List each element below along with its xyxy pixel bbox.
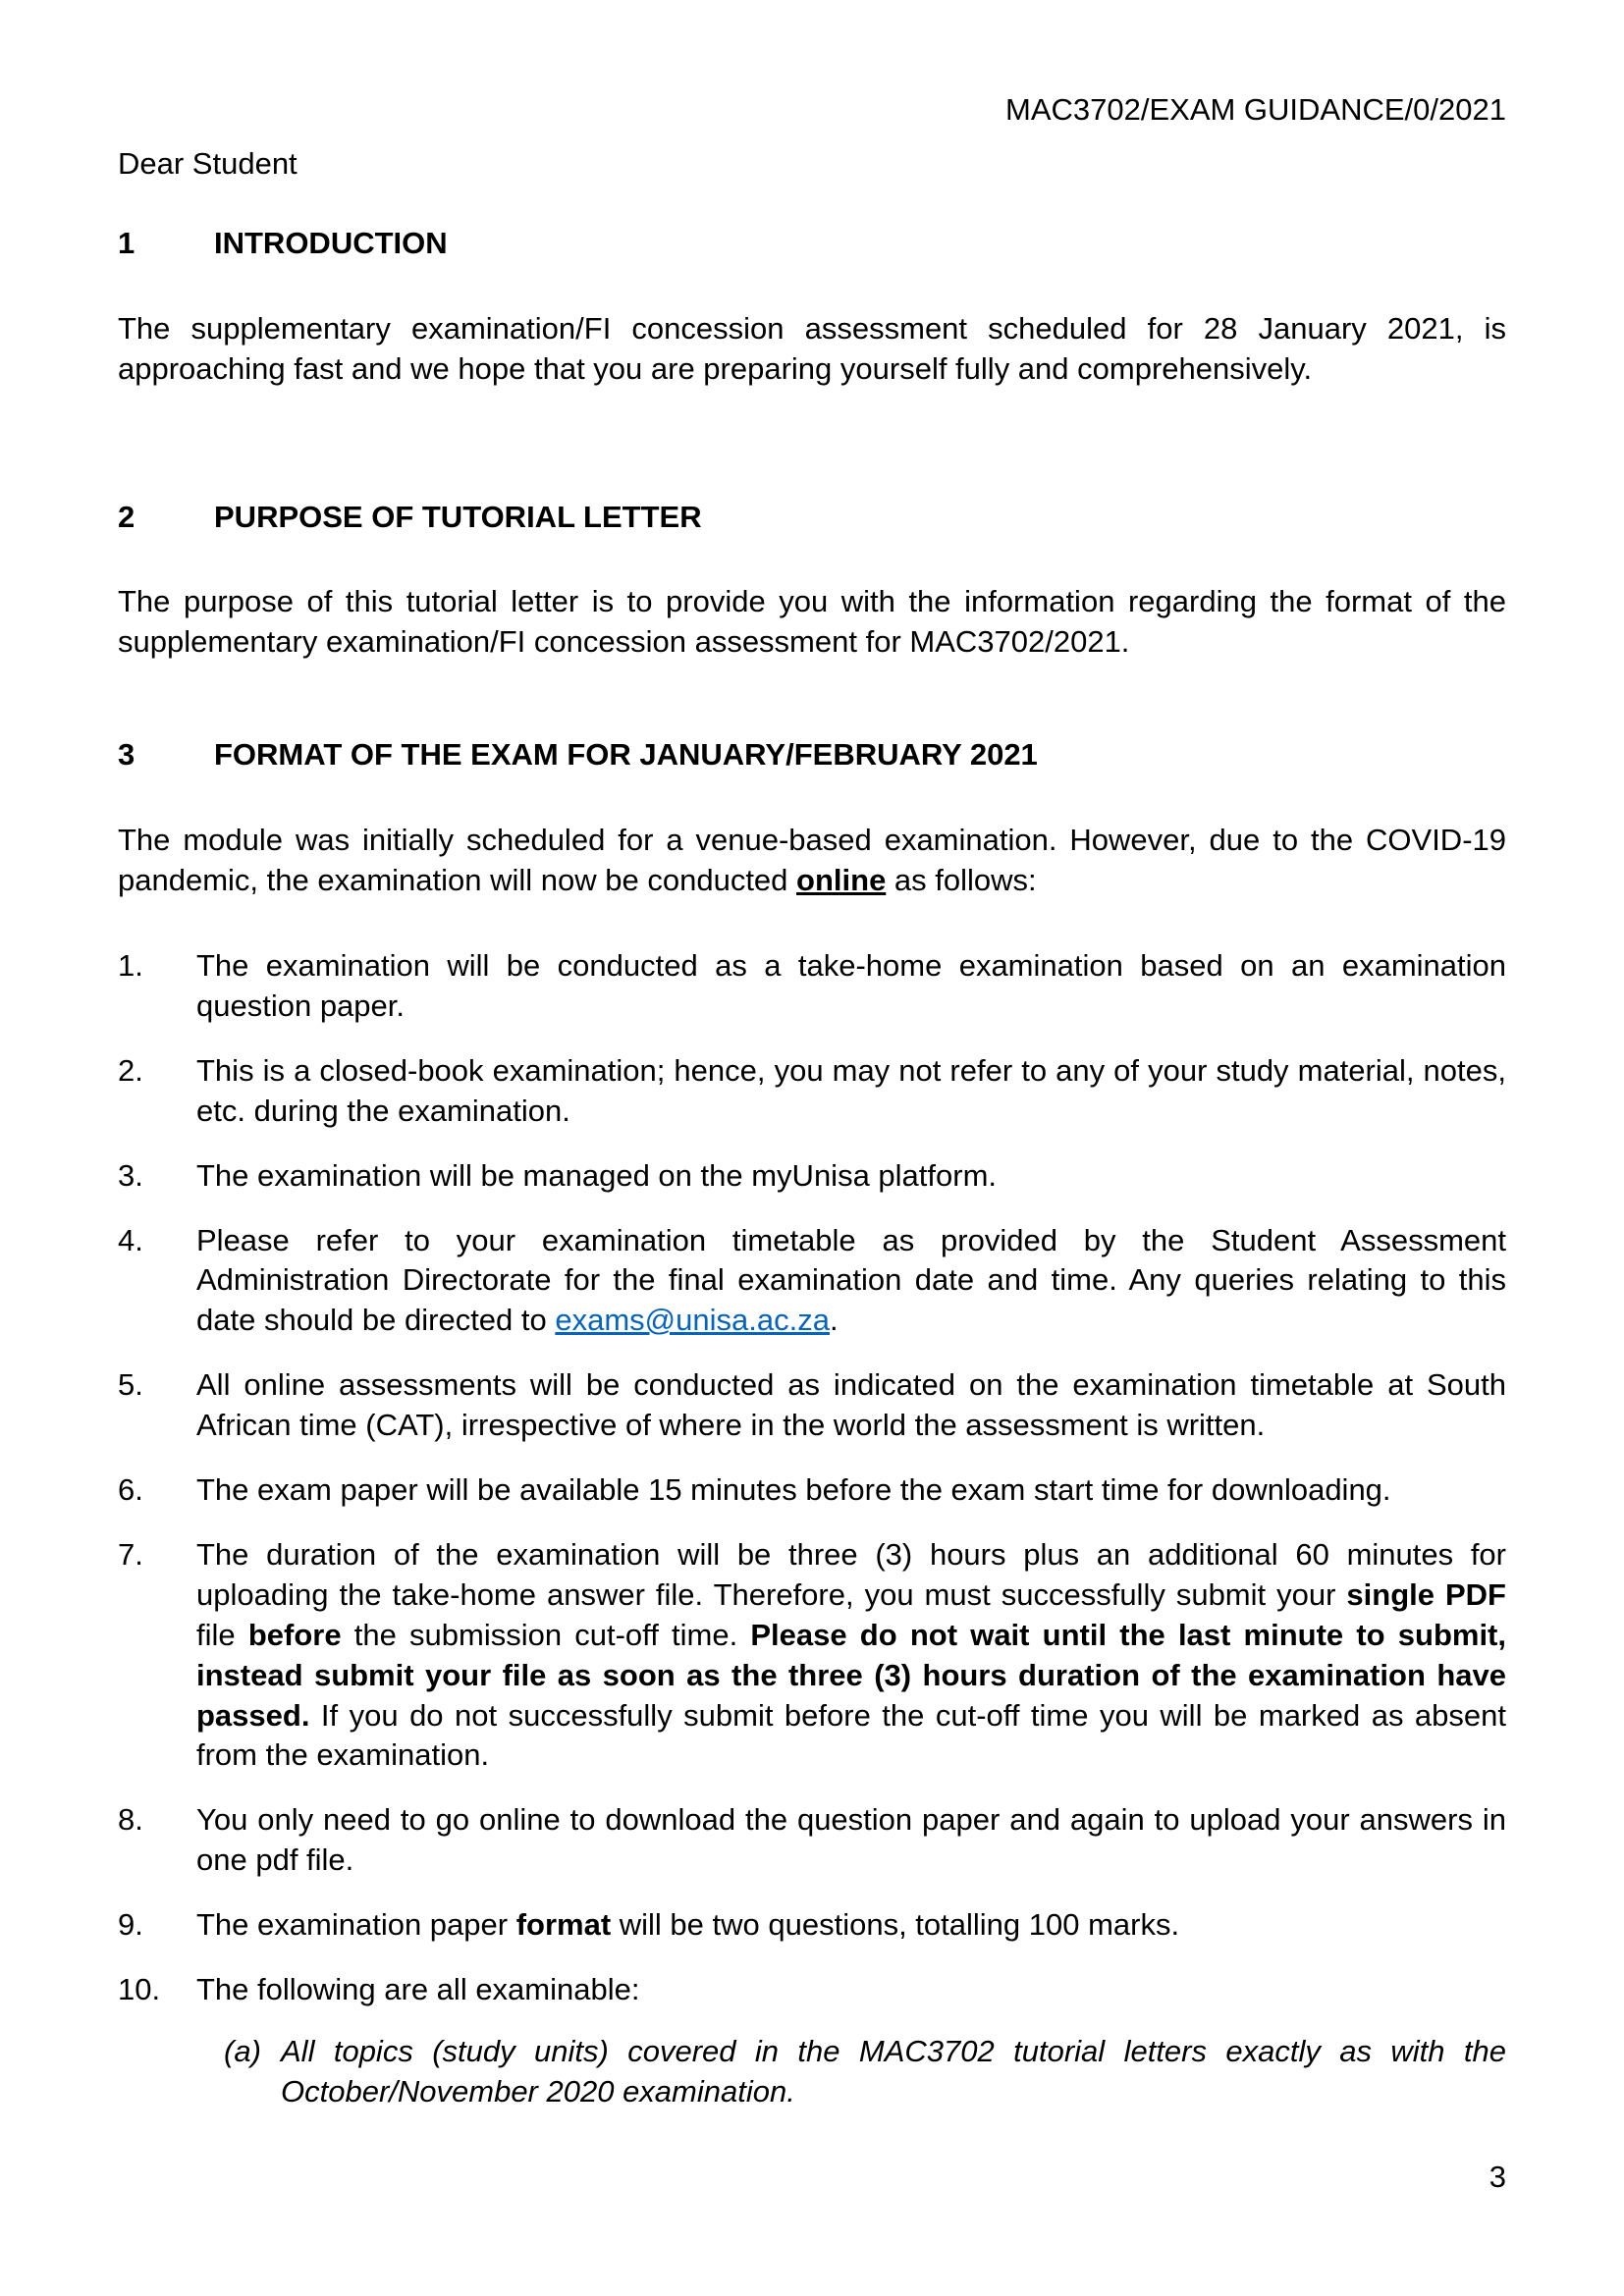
list-item [118, 1470, 1506, 1511]
list-item-text: All online assessments will be conducted as indicated on the examination timetable at South African time (CAT), irrespective of where in the world the assessment is written. [196, 1367, 1506, 1443]
list-number: 10. [118, 1972, 161, 2007]
list-number: 3. [118, 1157, 143, 1193]
list-number: 4. [118, 1222, 143, 1257]
list-item-text: Please refer to your examination timetable as provided by the Student Assessment Administration Directorate for the final examination date and time. Any queries relating to this date should be directed to exams@unisa.ac.za. [196, 1222, 1506, 1338]
list-item-text: The examination paper format will be two questions, totalling 100 marks. [196, 1907, 1180, 1943]
numbered-list [118, 946, 1506, 2112]
page-number: 3 [1489, 2160, 1506, 2195]
section-heading-introduction [118, 224, 1506, 264]
list-item-text: The exam paper will be available 15 minutes before the exam start time for downloading. [196, 1472, 1391, 1508]
email-link[interactable]: exams@unisa.ac.za [555, 1303, 830, 1338]
section-title: PURPOSE OF TUTORIAL LETTER [214, 499, 702, 534]
section-number: 1 [118, 225, 135, 260]
list-item [118, 946, 1506, 1027]
salutation: Dear Student [118, 145, 298, 181]
paragraph-purpose: The purpose of this tutorial letter is to provide you with the information regarding the format of the supplementary examination/FI concession assessment for MAC3702/2021. [118, 584, 1506, 660]
list-item [118, 1800, 1506, 1881]
list-item [118, 1051, 1506, 1132]
sub-list-item [224, 2032, 1506, 2112]
section-title: INTRODUCTION [214, 225, 448, 260]
list-item [118, 1970, 1506, 2112]
list-number: 7. [118, 1536, 143, 1572]
list-item-text: The examination will be conducted as a take-home examination based on an examination question paper. [196, 947, 1506, 1023]
document-reference: MAC3702/EXAM GUIDANCE/0/2021 [1005, 92, 1506, 127]
list-item-text: This is a closed-book examination; hence, you may not refer to any of your study material, notes, etc. during the examination. [196, 1052, 1506, 1128]
list-number: 8. [118, 1802, 143, 1838]
list-item [118, 1535, 1506, 1776]
section-heading-format [118, 735, 1506, 775]
list-item [118, 1221, 1506, 1342]
list-item-text: You only need to go online to download the question paper and again to upload your answers in one pdf file. [196, 1802, 1506, 1878]
list-item-text: The duration of the examination will be three (3) hours plus an additional 60 minutes for uploading the take-home answer file. Therefore, you must successfully submit your single PDF file before the submission cut-off time. Please do not wait until the last minute to submit, instead submit your file as soon as the three (3) hours duration of the examination have passed. If you do not successfully submit before the cut-off time you will be marked as absent from the examination. [196, 1536, 1506, 1773]
list-number: 2. [118, 1052, 143, 1088]
list-number: 5. [118, 1367, 143, 1403]
section-title: FORMAT OF THE EXAM FOR JANUARY/FEBRUARY 2021 [214, 737, 1038, 773]
section-number: 3 [118, 737, 135, 773]
list-item [118, 1905, 1506, 1946]
paragraph-intro: The supplementary examination/FI concession assessment scheduled for 28 January 2021, is approaching fast and we hope that you are preparing yourself fully and comprehensively. [118, 310, 1506, 386]
list-item-text: The examination will be managed on the myUnisa platform. [196, 1157, 998, 1193]
list-item [118, 1156, 1506, 1197]
list-number: 1. [118, 947, 143, 983]
sub-list-number: (a) [224, 2034, 261, 2068]
paragraph-format-intro: The module was initially scheduled for a venue-based examination. However, due to the COVID-19 pandemic, the examination will now be conducted online as follows: [118, 823, 1506, 898]
section-heading-purpose [118, 498, 1506, 538]
list-item-text: The following are all examinable: [196, 1972, 640, 2007]
list-number: 9. [118, 1907, 143, 1943]
list-item [118, 1365, 1506, 1446]
list-number: 6. [118, 1472, 143, 1508]
section-number: 2 [118, 499, 135, 534]
sub-list-item-text: All topics (study units) covered in the MAC3702 tutorial letters exactly as with the October/November 2020 examination. [281, 2034, 1506, 2109]
